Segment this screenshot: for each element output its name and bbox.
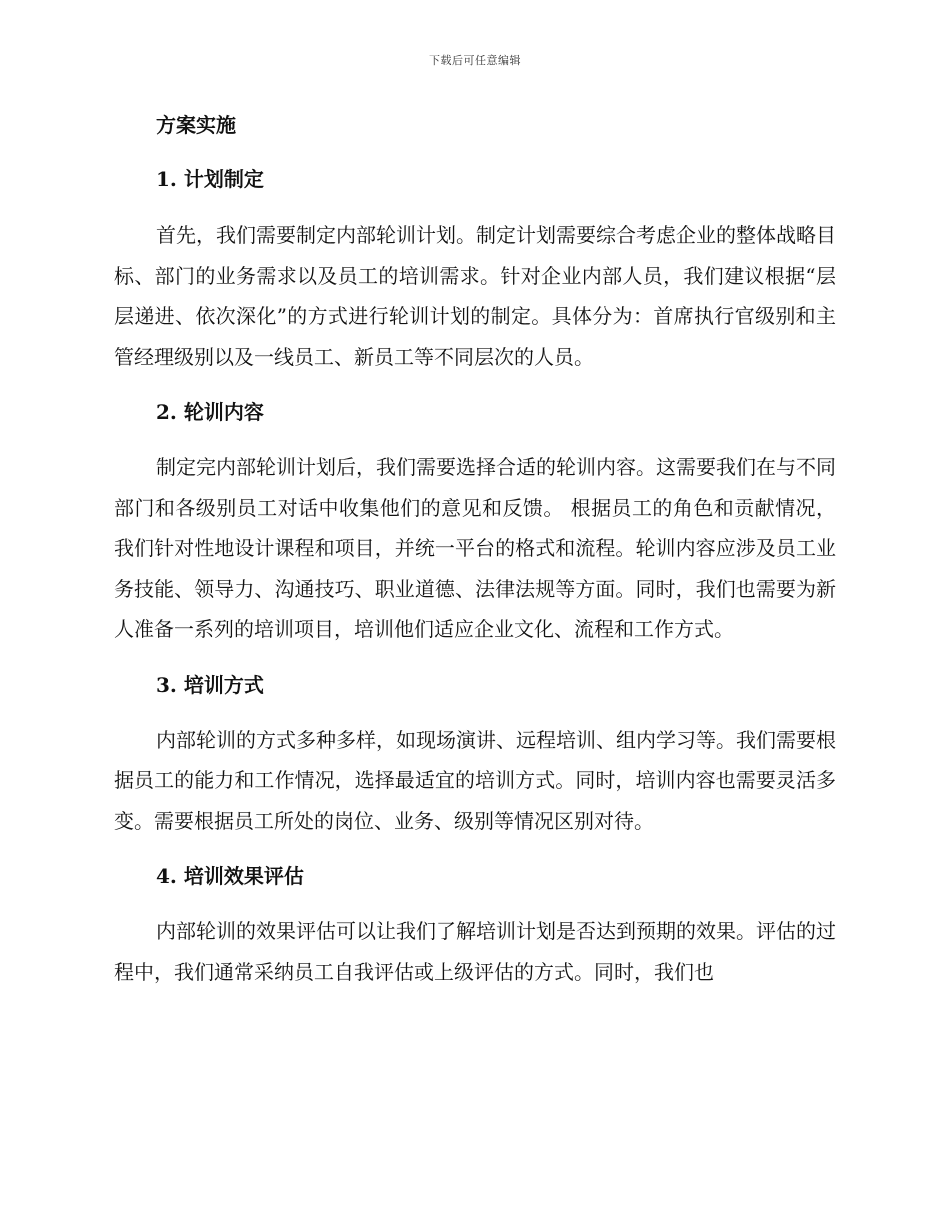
heading-evaluation: 4. 培训效果评估: [156, 864, 304, 888]
heading-plan: 1. 计划制定: [156, 167, 264, 191]
section-title: 方案实施: [156, 113, 236, 137]
page-header: 下载后可任意编辑: [429, 54, 521, 67]
paragraph-plan: 首先，我们需要制定内部轮训计划。制定计划需要综合考虑企业的整体战略目标、部门的业务需求以及员工的培训需求。针对企业内部人员，我们建议根据“层层递进、依次深化”的方式进行轮训计划的制定。具体分为：首席执行官级别和主管经理级别以及一线员工、新员工等不同层次的人员。: [114, 223, 836, 369]
paragraph-evaluation: 内部轮训的效果评估可以让我们了解培训计划是否达到预期的效果。评估的过程中，我们通常采纳员工自我评估或上级评估的方式。同时，我们也: [114, 919, 836, 984]
paragraph-method: 内部轮训的方式多种多样，如现场演讲、远程培训、组内学习等。我们需要根据员工的能力和工作情况，选择最适宜的培训方式。同时，培训内容也需要灵活多变。需要根据员工所处的岗位、业务、级别等情况区别对待。: [114, 727, 836, 833]
document-body: [114, 108, 836, 992]
paragraph-content: 制定完内部轮训计划后，我们需要选择合适的轮训内容。这需要我们在与不同部门和各级别员工对话中收集他们的意见和反馈。 根据员工的角色和贡献情况，我们针对性地设计课程和项目，并统一平台的格式和流程。轮训内容应涉及员工业务技能、领导力、沟通技巧、职业道德、法律法规等方面。同时，我们也需要为新人准备一系列的培训项目，培训他们适应企业文化、流程和工作方式。: [114, 455, 836, 641]
heading-method: 3. 培训方式: [156, 672, 264, 697]
heading-content: 2. 轮训内容: [156, 400, 264, 424]
